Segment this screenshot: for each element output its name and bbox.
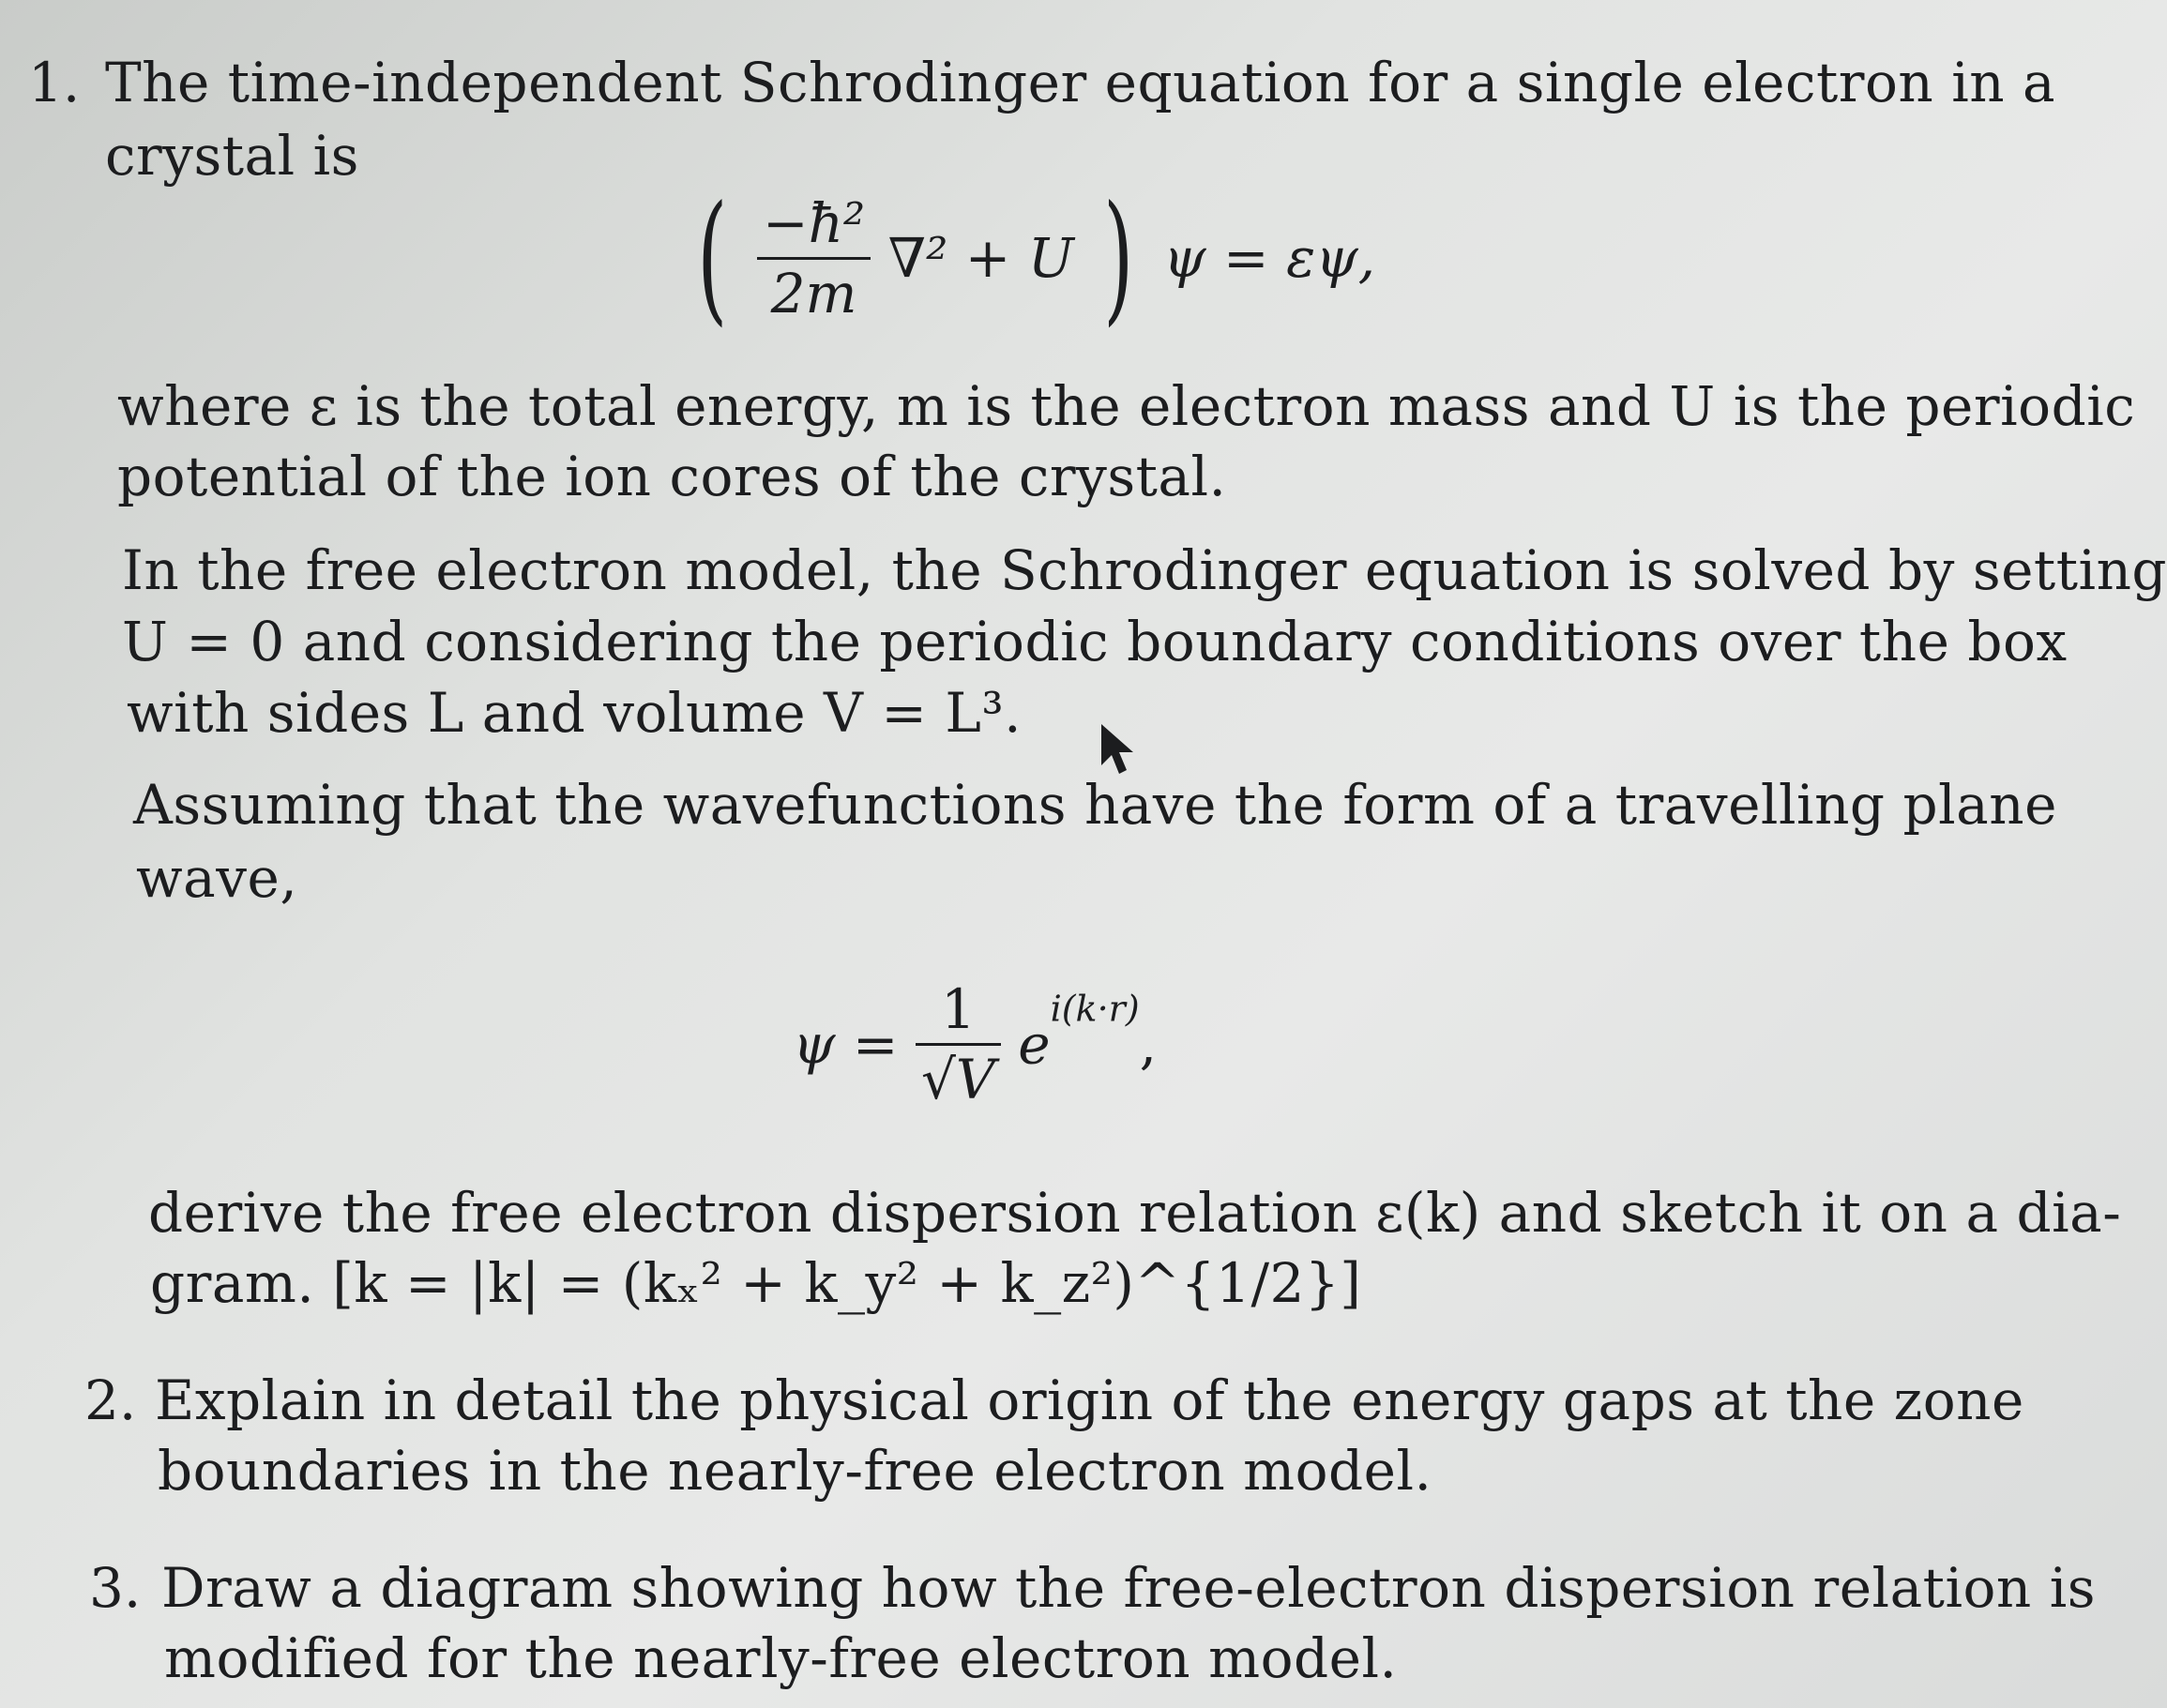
- item-number-1: 1.: [28, 51, 81, 114]
- laplacian-plus-u: ∇² + U: [887, 226, 1074, 290]
- equation-rhs: ψ = εψ,: [1163, 226, 1376, 290]
- equation-trailing-comma: ,: [1139, 1012, 1158, 1077]
- item2-line2: boundaries in the nearly-free electron model.: [158, 1439, 1432, 1503]
- plane-wave-lhs: ψ =: [793, 1012, 899, 1077]
- normalization-fraction: [916, 975, 1001, 1113]
- exponential-power: i(k·r): [1050, 988, 1140, 1030]
- item1-intro-line2: crystal is: [105, 124, 359, 188]
- item1-assume-line1: Assuming that the wavefunctions have the form of a travelling plane: [133, 773, 2057, 837]
- item1-assume-line2: wave,: [136, 846, 298, 910]
- item1-intro-line1: The time-independent Schrodinger equation for a single electron in a: [105, 51, 2056, 114]
- item3-line1: Draw a diagram showing how the free-electron dispersion relation is: [161, 1556, 2097, 1620]
- normalization-numerator: 1: [916, 975, 1001, 1046]
- item1-derive-line1: derive the free electron dispersion relation ε(k) and sketch it on a dia-: [148, 1181, 2122, 1245]
- normalization-denominator: √V: [920, 1048, 995, 1111]
- fraction-numerator: −ħ²: [757, 189, 871, 260]
- item1-model-line3: with sides L and volume V = L³.: [127, 681, 1023, 745]
- item1-derive-line2: gram. [k = |k| = (kₓ² + k_y² + k_z²)^{1/2}]: [150, 1251, 1362, 1315]
- item2-line1: Explain in detail the physical origin of the energy gaps at the zone: [155, 1368, 2024, 1432]
- item1-model-line1: In the free electron model, the Schrodinger equation is solved by setting: [122, 538, 2167, 602]
- item3-line2: modified for the nearly-free electron model.: [164, 1626, 1398, 1690]
- item-number-2: 2.: [84, 1368, 137, 1432]
- schrodinger-equation: [685, 176, 1376, 340]
- exponential-base: e: [1018, 1012, 1051, 1077]
- item1-model-line2: U = 0 and considering the periodic boundary conditions over the box: [122, 610, 2068, 673]
- fraction-denominator: 2m: [770, 261, 857, 325]
- item-number-3: 3.: [89, 1556, 142, 1620]
- left-paren: (: [697, 176, 728, 340]
- hbar-fraction: [757, 189, 871, 327]
- item1-where-line2: potential of the ion cores of the crystal.: [117, 445, 1227, 508]
- plane-wave-equation: [793, 975, 1157, 1113]
- right-paren: ): [1103, 176, 1134, 340]
- item1-where-line1: where ε is the total energy, m is the electron mass and U is the periodic: [117, 374, 2136, 438]
